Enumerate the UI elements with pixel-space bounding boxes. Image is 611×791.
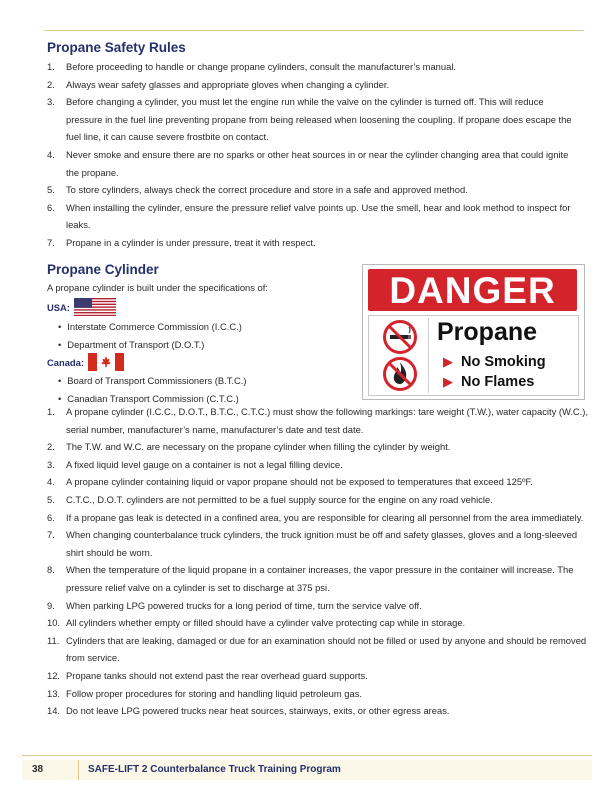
list-item-text: Never smoke and ensure there are no sparks or other heat sources in or near the cylinder changing area that could ignite the propane. bbox=[66, 148, 569, 178]
list-item bbox=[47, 438, 592, 456]
triangle-icon: ▶ bbox=[443, 354, 453, 369]
no-flames-icon bbox=[382, 356, 418, 392]
canada-item: • Board of Transport Commissioners (B.T.C.) bbox=[58, 372, 247, 390]
danger-sign-title: DANGER bbox=[389, 269, 556, 311]
usa-item: • Department of Transport (D.O.T.) bbox=[58, 336, 242, 354]
page-number: 38 bbox=[32, 764, 44, 775]
list-item-text: When parking LPG powered trucks for a long period of time, turn the service valve off. bbox=[66, 599, 422, 611]
canada-label: Canada: bbox=[47, 356, 84, 368]
footer-rule bbox=[22, 755, 592, 756]
list-item-text: Do not leave LPG powered trucks near heat sources, stairways, exits, or other egress areas. bbox=[66, 705, 450, 717]
usa-label: USA: bbox=[47, 301, 70, 313]
list-item-text: Cylinders that are leaking, damaged or due for an examination should not be filled or used by anyone and should be removed from service. bbox=[66, 634, 587, 664]
list-item-number: 1. bbox=[47, 61, 55, 72]
list-item-text: Propane in a cylinder is under pressure, treat it with respect. bbox=[66, 236, 316, 248]
list-item bbox=[47, 614, 592, 632]
list-item-number: 4. bbox=[47, 148, 55, 160]
list-item bbox=[47, 199, 581, 234]
list-item bbox=[47, 667, 592, 685]
list-item-text: All cylinders whether empty or filled should have a cylinder valve protecting cap while in storage. bbox=[66, 617, 466, 629]
list-item-number: 2. bbox=[47, 441, 55, 453]
list-item-number: 10. bbox=[47, 617, 61, 629]
list-item-number: 11. bbox=[47, 634, 60, 646]
list-item bbox=[47, 526, 592, 561]
list-item bbox=[47, 632, 592, 667]
cylinder-intro: A propane cylinder is built under the specifications of: bbox=[47, 282, 268, 293]
list-item-number: 7. bbox=[47, 529, 55, 541]
list-item-text: A fixed liquid level gauge on a container is not a legal filling device. bbox=[66, 458, 343, 470]
danger-sign-header bbox=[368, 269, 577, 311]
list-item-number: 1. bbox=[47, 406, 55, 417]
list-item-text: Follow proper procedures for storing and handling liquid petroleum gas. bbox=[66, 687, 363, 699]
list-item bbox=[47, 181, 581, 199]
list-item bbox=[47, 58, 581, 76]
list-item-text: A propane cylinder containing liquid or vapor propane should not be exposed to temperatures that exceed 125ºF. bbox=[66, 476, 533, 488]
list-item bbox=[47, 403, 592, 438]
list-item-text: When changing counterbalance truck cylinders, the truck ignition must be off and safety glasses, gloves and a long-sleeved shirt should be worn. bbox=[66, 529, 578, 558]
list-item-text: Before changing a cylinder, you must let the engine run while the valve on the cylinder is turned off. This will reduce pressure in the fuel line preventing propane from being released when loosening the coupling. If propane does escape the fuel line, it can cause severe frostbite on contact. bbox=[66, 96, 572, 143]
footer-separator bbox=[78, 760, 79, 780]
sign-line-text: No Flames bbox=[461, 374, 535, 390]
list-item bbox=[47, 561, 592, 596]
list-item-number: 3. bbox=[47, 96, 55, 108]
list-item-number: 9. bbox=[47, 599, 55, 611]
list-item-number: 2. bbox=[47, 78, 55, 90]
canada-item: • Canadian Transport Commission (C.T.C.) bbox=[58, 390, 247, 408]
list-item-number: 8. bbox=[47, 564, 55, 576]
cylinder-rules-list bbox=[47, 403, 592, 720]
sign-line-no-flames bbox=[443, 374, 534, 390]
usa-row bbox=[47, 298, 116, 316]
list-item-text: Always wear safety glasses and appropriate gloves when changing a cylinder. bbox=[66, 78, 390, 90]
list-item-number: 4. bbox=[47, 476, 55, 488]
list-item-number: 13. bbox=[47, 687, 61, 699]
list-item-text: Before proceeding to handle or change propane cylinders, consult the manufacturer’s manual. bbox=[66, 61, 457, 72]
list-item-number: 7. bbox=[47, 236, 55, 248]
list-item bbox=[47, 93, 581, 146]
no-smoking-icon bbox=[382, 319, 418, 355]
list-item bbox=[47, 491, 592, 509]
safety-rules-list bbox=[47, 58, 581, 252]
canada-row bbox=[47, 353, 124, 371]
canada-list bbox=[58, 372, 247, 407]
cylinder-heading: Propane Cylinder bbox=[47, 262, 159, 277]
list-item bbox=[47, 597, 592, 615]
sign-icons bbox=[372, 318, 429, 393]
list-item bbox=[47, 234, 581, 252]
list-item-text: Propane tanks should not extend past the rear overhead guard supports. bbox=[66, 669, 368, 681]
list-item-text: When installing the cylinder, ensure the pressure relief valve points up. Use the smell, hear and look method to inspect for leaks. bbox=[66, 201, 571, 231]
list-item bbox=[47, 702, 592, 720]
list-item-text: To store cylinders, always check the correct procedure and store in a safe and approved method. bbox=[66, 184, 468, 196]
sign-line-text: No Smoking bbox=[461, 354, 546, 370]
usa-item: • Interstate Commerce Commission (I.C.C.) bbox=[58, 318, 242, 336]
list-item-number: 14. bbox=[47, 705, 61, 717]
safety-heading: Propane Safety Rules bbox=[47, 40, 186, 55]
list-item-text: If a propane gas leak is detected in a confined area, you are responsible for clearing all personnel from the area immediately. bbox=[66, 511, 584, 523]
list-item-number: 12. bbox=[47, 669, 61, 681]
danger-sign-body bbox=[368, 315, 579, 396]
list-item-text: C.T.C., D.O.T. cylinders are not permitted to be a fuel supply source for the engine on any road vehicle. bbox=[66, 493, 493, 505]
usa-list bbox=[58, 318, 242, 353]
sign-propane-word: Propane bbox=[437, 318, 538, 346]
list-item bbox=[47, 685, 592, 703]
list-item bbox=[47, 509, 592, 527]
top-rule bbox=[44, 30, 584, 31]
list-item bbox=[47, 146, 581, 181]
list-item-number: 6. bbox=[47, 201, 55, 213]
list-item-number: 5. bbox=[47, 493, 55, 505]
list-item-text: A propane cylinder (I.C.C., D.O.T., B.T.C., C.T.C.) must show the following markings: tare weight (T.W.), water capacity (W.C.), serial number, manufacturer’s name, manufacturer’s date and test date. bbox=[66, 406, 589, 435]
usa-flag-icon bbox=[74, 298, 116, 316]
triangle-icon: ▶ bbox=[443, 374, 453, 389]
list-item bbox=[47, 456, 592, 474]
footer-title: SAFE-LIFT 2 Counterbalance Truck Training Program bbox=[88, 764, 341, 775]
list-item-number: 5. bbox=[47, 184, 55, 196]
list-item bbox=[47, 76, 581, 94]
danger-sign bbox=[362, 264, 585, 400]
list-item-number: 6. bbox=[47, 511, 55, 523]
sign-line-no-smoking bbox=[443, 354, 546, 370]
list-item-text: When the temperature of the liquid propane in a container increases, the vapor pressure in the container will increase. The pressure relief valve on a cylinder is set to discharge at 375 psi. bbox=[66, 564, 574, 593]
list-item bbox=[47, 473, 592, 491]
list-item-number: 3. bbox=[47, 458, 55, 470]
list-item-text: The T.W. and W.C. are necessary on the propane cylinder when filling the cylinder by weight. bbox=[66, 441, 451, 453]
canada-flag-icon bbox=[88, 353, 124, 371]
